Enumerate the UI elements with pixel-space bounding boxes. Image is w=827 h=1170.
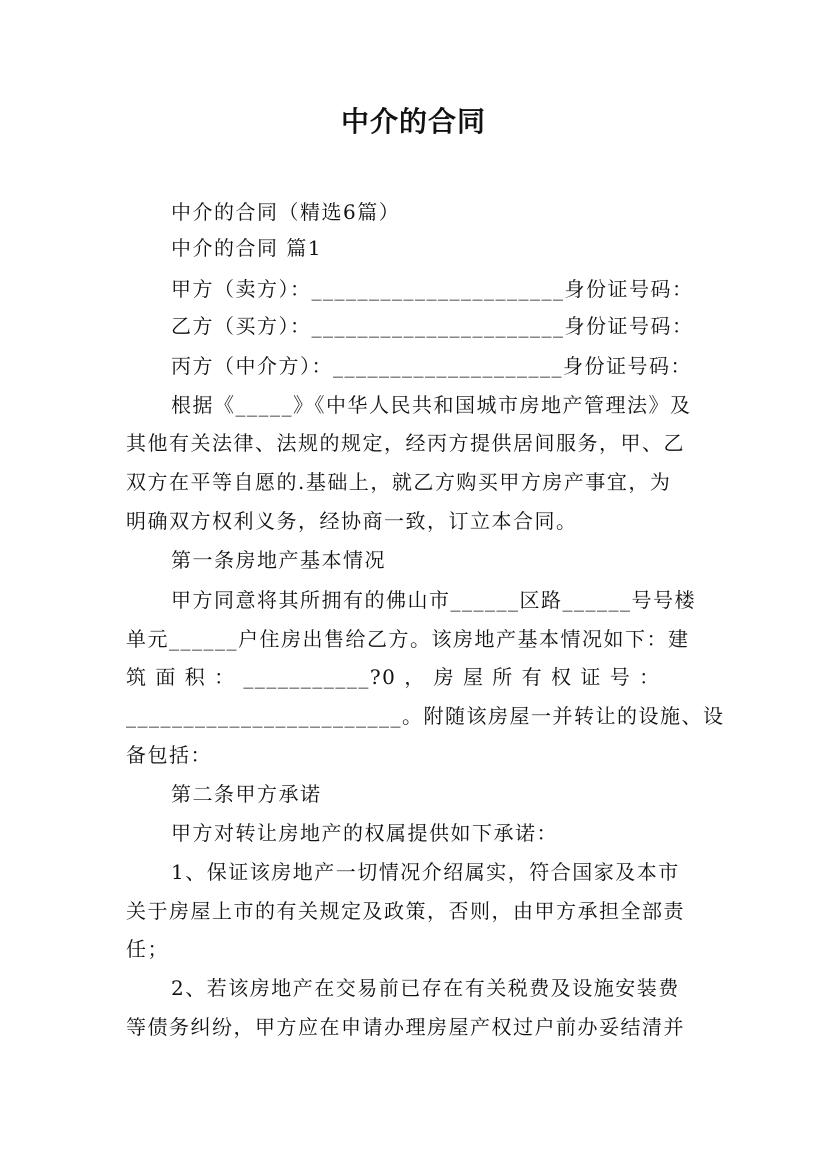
paragraph-line: 备包括：	[126, 743, 212, 767]
party-c-line: 丙方（中介方）：____________________身份证号码：	[171, 354, 692, 378]
paragraph-line: 关于房屋上市的有关规定及政策，否则，由甲方承担全部责	[126, 899, 685, 923]
document-title: 中介的合同	[340, 105, 486, 138]
paragraph-line: 明确双方权利义务，经协商一致，订立本合同。	[126, 509, 578, 533]
article-heading: 第二条甲方承诺	[171, 782, 322, 806]
paragraph-line: 1、保证该房地产一切情况介绍属实，符合国家及本市	[171, 860, 680, 884]
paragraph-line: 等债务纠纷，甲方应在申请办理房屋产权过户前办妥结清并	[126, 1015, 685, 1039]
article-heading: 第一条房地产基本情况	[171, 548, 386, 572]
paragraph-line: 任；	[126, 937, 169, 961]
paragraph-line: 甲方同意将其所拥有的佛山市______区路______号号楼	[171, 588, 696, 612]
party-a-line: 甲方（卖方）：______________________身份证号码：	[171, 277, 694, 301]
paragraph-line: ________________________。附随该房屋一并转让的设施、设	[126, 704, 725, 728]
paragraph-line: 筑 面 积 ： ___________?0 ， 房 屋 所 有 权 证 号 ：	[126, 665, 661, 689]
paragraph-line: 甲方对转让房地产的权属提供如下承诺：	[171, 821, 558, 845]
paragraph-line: 根据《_____》《中华人民共和国城市房地产管理法》及	[171, 393, 692, 417]
paragraph-line: 双方在平等自愿的.基础上，就乙方购买甲方房产事宜，为	[126, 470, 672, 494]
paragraph-line: 其他有关法律、法规的规定，经丙方提供居间服务，甲、乙	[126, 431, 685, 455]
party-b-line: 乙方（买方）：______________________身份证号码：	[171, 314, 694, 338]
subtitle-line: 中介的合同（精选6篇）	[171, 200, 401, 224]
section-heading: 中介的合同 篇1	[171, 236, 323, 260]
paragraph-line: 2、若该房地产在交易前已存在有关税费及设施安装费	[171, 976, 680, 1000]
paragraph-line: 单元______户住房出售给乙方。该房地产基本情况如下：建	[126, 627, 690, 651]
